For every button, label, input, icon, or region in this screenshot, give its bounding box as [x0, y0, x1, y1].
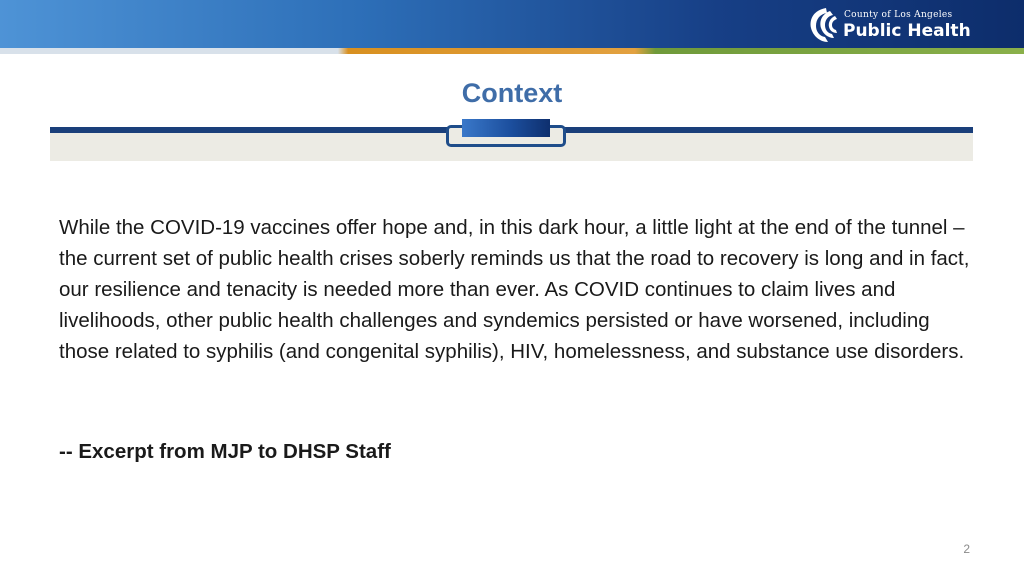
title-tab-fill [462, 119, 550, 137]
page-number: 2 [963, 542, 970, 556]
logo-county-text: County of Los Angeles [844, 10, 953, 20]
excerpt-attribution: -- Excerpt from MJP to DHSP Staff [59, 440, 391, 463]
accent-stripe [0, 48, 1024, 54]
la-county-public-health-logo-icon [806, 5, 842, 45]
body-paragraph: While the COVID-19 vaccines offer hope and, in this dark hour, a little light at the end of the tunnel – the current set of public health crises soberly reminds us that the road to recovery is long and in fact, our resilience and tenacity is needed more than ever. As COVID continues to claim lives and livelihoods, other public health challenges and syndemics persisted or have worsened, including those related to syphilis (and congenital syphilis), HIV, homelessness, and substance use disorders. [59, 216, 970, 363]
page-title: Context [461, 78, 563, 108]
county-logo [806, 5, 976, 45]
logo-department-text: Public Health [843, 21, 971, 41]
